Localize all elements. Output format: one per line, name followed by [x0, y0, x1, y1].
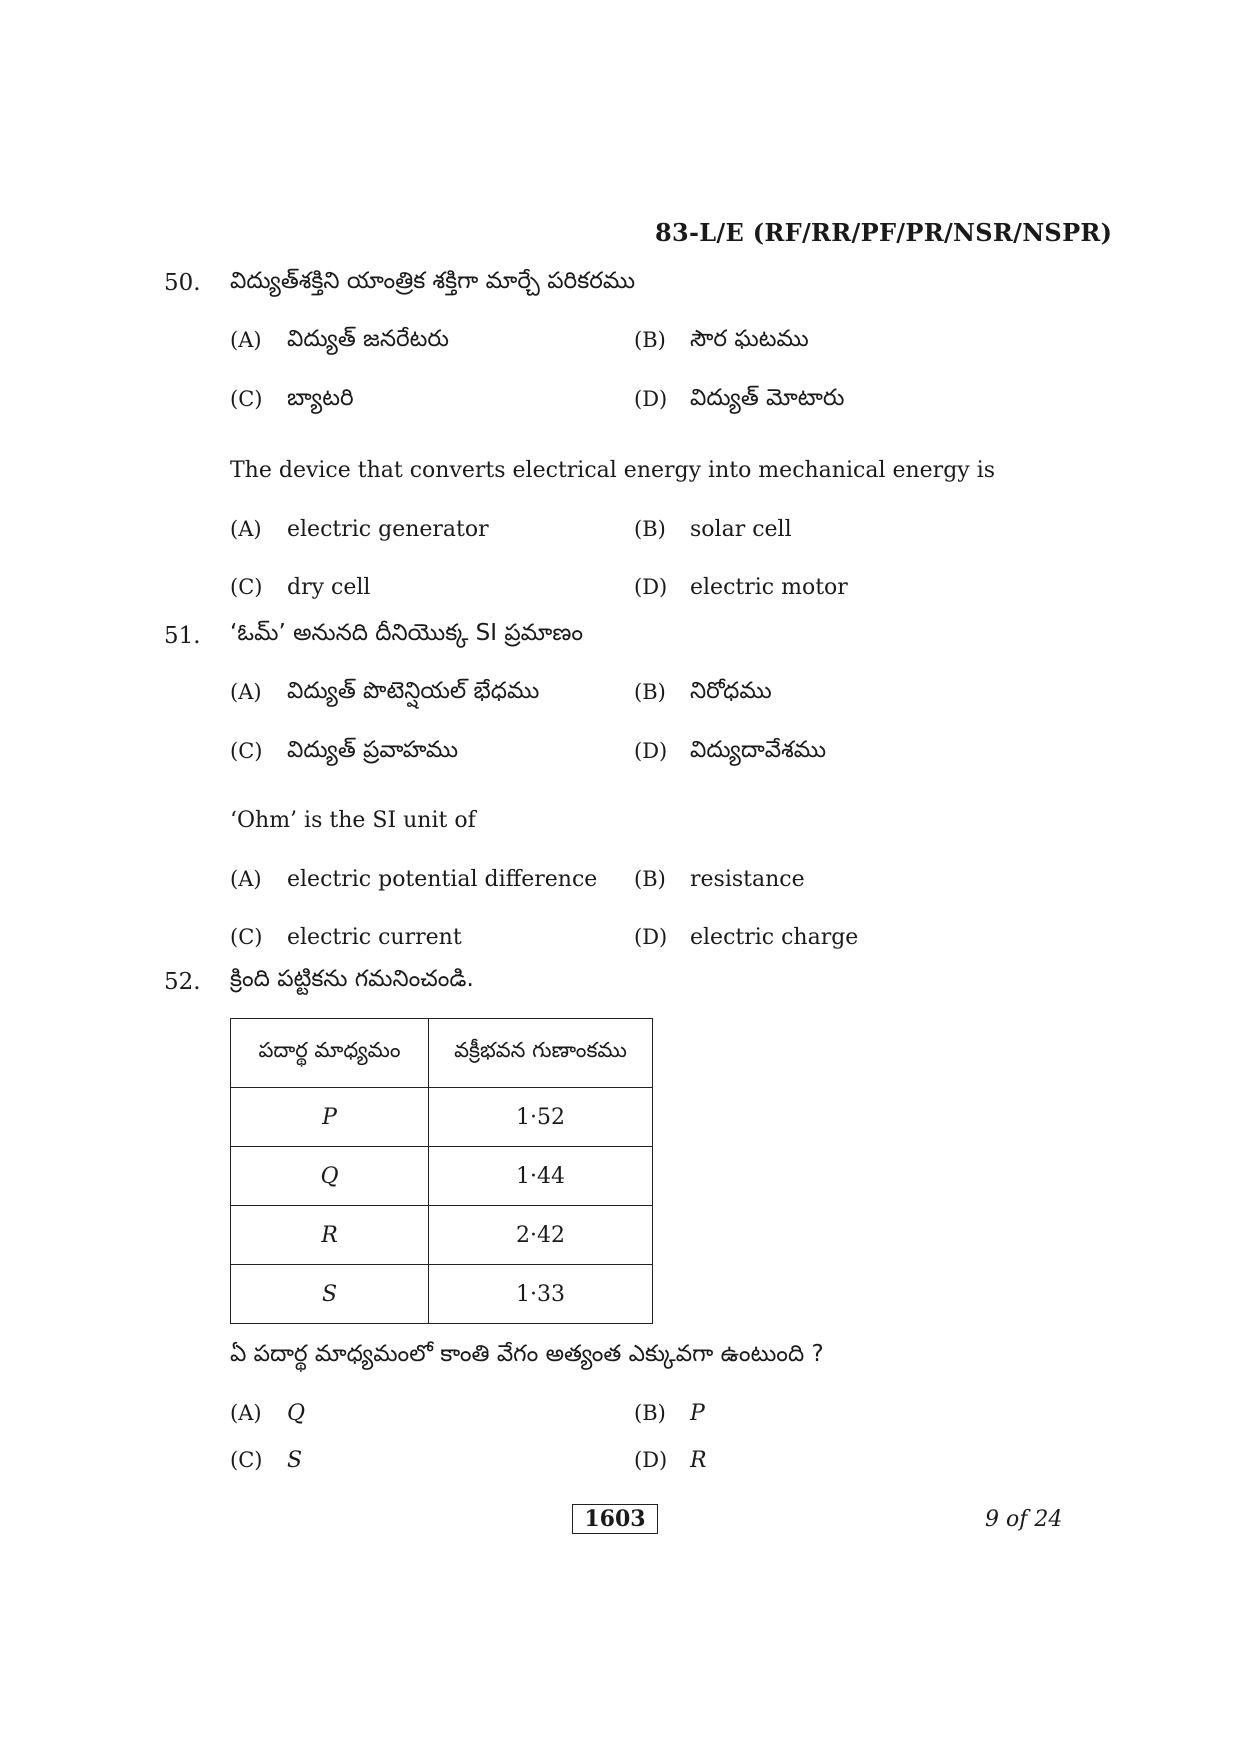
- table-cell: 2·42: [429, 1206, 653, 1265]
- option-text: Q: [287, 1401, 306, 1426]
- question-number: 52.: [164, 969, 201, 995]
- option-text: S: [287, 1448, 303, 1473]
- option-text: electric potential difference: [287, 867, 598, 892]
- table-header: పదార్థ మాధ్యమం: [231, 1019, 429, 1088]
- table-cell: Q: [231, 1147, 429, 1206]
- option-letter: (C): [230, 575, 263, 599]
- option-letter: (D): [634, 387, 668, 411]
- option-letter: (D): [634, 1448, 668, 1472]
- table-row: [231, 1147, 653, 1206]
- option-letter: (D): [634, 575, 668, 599]
- question-text-telugu: క్రింది పట్టికను గమనించండి.: [230, 966, 474, 992]
- question-number: 50.: [164, 270, 201, 296]
- refractive-index-table: [230, 1018, 653, 1324]
- option-text: electric motor: [690, 575, 848, 600]
- option-letter: (B): [634, 517, 666, 541]
- table-cell: 1·52: [429, 1088, 653, 1147]
- table-header-row: [231, 1019, 653, 1088]
- option-text: solar cell: [690, 517, 792, 542]
- question-text-english: The device that converts electrical energy into mechanical energy is: [230, 458, 996, 483]
- table-cell: S: [231, 1265, 429, 1324]
- question-prompt-telugu: ఏ పదార్థ మాధ్యమంలో కాంతి వేగం అత్యంత ఎక్కువగా ఉంటుంది ?: [230, 1341, 824, 1367]
- option-text: నిరోధము: [690, 678, 772, 704]
- option-text: విద్యుత్ పొటెన్షియల్ భేధము: [287, 678, 540, 704]
- option-text: electric generator: [287, 517, 489, 542]
- option-text: విద్యుత్ జనరేటరు: [287, 326, 449, 352]
- option-letter: (A): [230, 1401, 262, 1425]
- option-text: electric charge: [690, 925, 859, 950]
- question-number: 51.: [164, 623, 201, 649]
- table-cell: P: [231, 1088, 429, 1147]
- option-letter: (C): [230, 739, 263, 763]
- option-text: resistance: [690, 867, 805, 892]
- option-letter: (C): [230, 1448, 263, 1472]
- question-text-telugu: ‘ఓమ్’ అనునది దీనియొక్క SI ప్రమాణం: [230, 620, 584, 646]
- question-text-telugu: విద్యుత్‌శక్తిని యాంత్రిక శక్తిగా మార్చే పరికరము: [230, 268, 636, 294]
- option-letter: (C): [230, 925, 263, 949]
- option-letter: (C): [230, 387, 263, 411]
- page-indicator: 9 of 24: [985, 1507, 1063, 1532]
- table-row: [231, 1206, 653, 1265]
- option-text: విద్యుత్ ప్రవాహము: [287, 737, 459, 763]
- option-text: electric current: [287, 925, 462, 950]
- option-text: R: [690, 1448, 707, 1473]
- table-row: [231, 1088, 653, 1147]
- question-text-english: ‘Ohm’ is the SI unit of: [230, 808, 476, 833]
- table-cell: 1·44: [429, 1147, 653, 1206]
- option-letter: (A): [230, 328, 262, 352]
- option-letter: (A): [230, 867, 262, 891]
- table-row: [231, 1265, 653, 1324]
- option-letter: (B): [634, 680, 666, 704]
- option-text: బ్యాటరి: [287, 385, 354, 411]
- option-text: dry cell: [287, 575, 371, 600]
- table-cell: R: [231, 1206, 429, 1265]
- option-text: విద్యుత్ మోటారు: [690, 385, 845, 411]
- option-text: సౌర ఘటము: [690, 326, 809, 352]
- paper-code: 83-L/E (RF/RR/PF/PR/NSR/NSPR): [655, 218, 1113, 247]
- table-cell: 1·33: [429, 1265, 653, 1324]
- option-letter: (A): [230, 680, 262, 704]
- booklet-number: 1603: [572, 1504, 658, 1534]
- option-letter: (D): [634, 739, 668, 763]
- option-letter: (B): [634, 867, 666, 891]
- option-letter: (A): [230, 517, 262, 541]
- option-letter: (B): [634, 1401, 666, 1425]
- option-letter: (D): [634, 925, 668, 949]
- option-text: విద్యుదావేశము: [690, 737, 827, 763]
- option-text: P: [690, 1401, 705, 1426]
- table-header: వక్రీభవన గుణాంకము: [429, 1019, 653, 1088]
- option-letter: (B): [634, 328, 666, 352]
